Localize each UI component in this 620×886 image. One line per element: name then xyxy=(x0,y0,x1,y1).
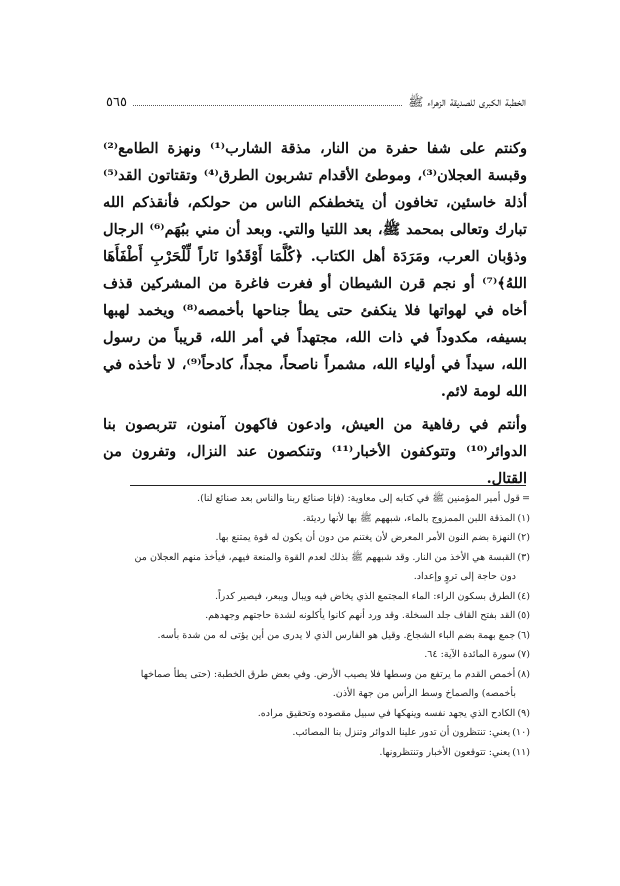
footnote-text: أخمص القدم ما يرتفع من وسطها فلا يصيب الأرض. وفي بعض طرق الخطبة: (حتى يطأ صماخها xyxy=(140,668,516,680)
header-dot-leader xyxy=(133,95,402,106)
footnote-text: قول أمير المؤمنين ﷺ في كتابه إلى معاوية: (فإنا صنائع ربنا والناس بعد صنائع لنا). xyxy=(197,493,520,504)
footnote-text: المذقة اللبن الممزوج بالماء، شبههم ﷺ بها لأنها رديئة. xyxy=(302,512,516,524)
footnote-number: (١) xyxy=(517,512,530,524)
footnote xyxy=(126,567,530,587)
main-text xyxy=(103,135,527,494)
footnote xyxy=(126,645,530,665)
footnote-text: سورة المائدة الآية: ٦٤. xyxy=(424,649,516,660)
footnote-text: جمع بهمة بضم الباء الشجاع. وقيل هو الفارس الذي لا يدرى من أين يؤتى له من شدة بأسه. xyxy=(157,629,516,641)
footnote-number: (١١) xyxy=(512,746,530,758)
footnote xyxy=(126,626,530,646)
footnote-text: القد بفتح القاف جلد السخلة. وقد ورد أنهم كانوا يأكلونه لشدة حاجتهم وجهدهم. xyxy=(205,610,516,621)
footnote-divider xyxy=(130,485,526,486)
footnote-number: (٤) xyxy=(517,590,530,602)
footnotes xyxy=(126,489,530,762)
footnote-text: يعني: تتوقعون الأخبار وتنتظرونها. xyxy=(379,746,511,758)
footnote-number: (١٠) xyxy=(512,727,530,738)
footnote-text: دون حاجة إلى تروٍ وإعداد. xyxy=(413,571,516,582)
footnote-number: (٣) xyxy=(517,551,530,563)
footnote xyxy=(126,723,530,743)
footnote xyxy=(126,704,530,724)
footnote-number: (٧) xyxy=(517,649,530,660)
footnote xyxy=(126,587,530,607)
page-number: ٥٦٥ xyxy=(106,95,127,110)
running-header xyxy=(106,94,526,116)
footnote xyxy=(126,684,530,704)
footnote-number: (٨) xyxy=(517,668,530,680)
footnote-number: (٢) xyxy=(517,532,530,543)
footnote xyxy=(126,548,530,568)
footnote xyxy=(126,665,530,685)
footnote-text: النهزة بضم النون الأمر المعرض لأن يغتنم من دون أن يكون له قوة يمتنع بها. xyxy=(215,532,516,543)
footnote-text: الكادح الذي يجهد نفسه وينهكها في سبيل مقصوده وتحقيق مراده. xyxy=(257,707,516,719)
footnote-text: الطرق بسكون الراء: الماء المجتمع الذي يخاض فيه ويبال ويبعر، فيصير كدراً. xyxy=(214,590,516,602)
footnote-number: (٦) xyxy=(517,629,530,641)
footnote-number: (٥) xyxy=(517,610,530,621)
footnote-number: = xyxy=(521,493,530,504)
footnote xyxy=(126,489,530,509)
footnote-text: القبسة هي الأخذ من النار. وقد شبههم ﷺ بذلك لعدم القوة والمنعة فيهم، فيأخذ منهم العجلان من xyxy=(134,551,516,563)
footnote-text: بأخمصه) والصماخ وسط الرأس من جهة الأذن. xyxy=(332,688,516,699)
running-header-title: الخطبة الكبرى للصديقة الزهراء ﷺ xyxy=(408,94,526,109)
body-paragraph: وكنتم على شفا حفرة من النار، مذقة الشارب⁽¹⁾ ونهزة الطامع⁽²⁾ وقبسة العجلان⁽³⁾، وموطئ الأقدام تشربون الطرق⁽⁴⁾ وتقتاتون القد⁽⁵⁾ أذلة خاسئين، تخافون أن يتخطفكم الناس من حولكم، فأنقذكم الله تبارك وتعالى بمحمد ﷺ، بعد اللتيا والتي. وبعد أن مني ببُهَم⁽⁶⁾ الرجال وذؤبان العرب، ومَرَدَة أهل الكتاب. ﴿كُلَّمَا أَوْقَدُوا نَاراً لِّلْحَرْبِ أَطْفَأَهَا اللهُ﴾⁽⁷⁾ أو نجم قرن الشيطان أو فغرت فاغرة من المشركين قذف أخاه في لهواتها فلا ينكفئ حتى يطأ جناحها بأخمصه⁽⁸⁾ ويخمد لهبها بسيفه، مكدوداً في ذات الله، مجتهداً في أمر الله، قريباً من رسول الله، سيداً في أولياء الله، مشمراً ناصحاً، مجداً، كادحاً⁽⁹⁾، لا تأخذه في الله لومة لائم. xyxy=(103,140,528,400)
footnote xyxy=(126,528,530,548)
footnote xyxy=(126,743,530,763)
footnote-text: يعني: تنتظرون أن تدور علينا الدوائر وتنزل بنا المصائب. xyxy=(292,727,511,738)
footnote xyxy=(126,606,530,626)
footnote-number: (٩) xyxy=(517,707,530,719)
footnote xyxy=(126,509,530,529)
body-paragraph: وأنتم في رفاهية من العيش، وادعون فاكهون آمنون، تتربصون بنا الدوائر⁽¹⁰⁾ وتتوكفون الأخبار⁽¹¹⁾ وتنكصون عند النزال، وتفرون من القتال. xyxy=(103,416,527,487)
